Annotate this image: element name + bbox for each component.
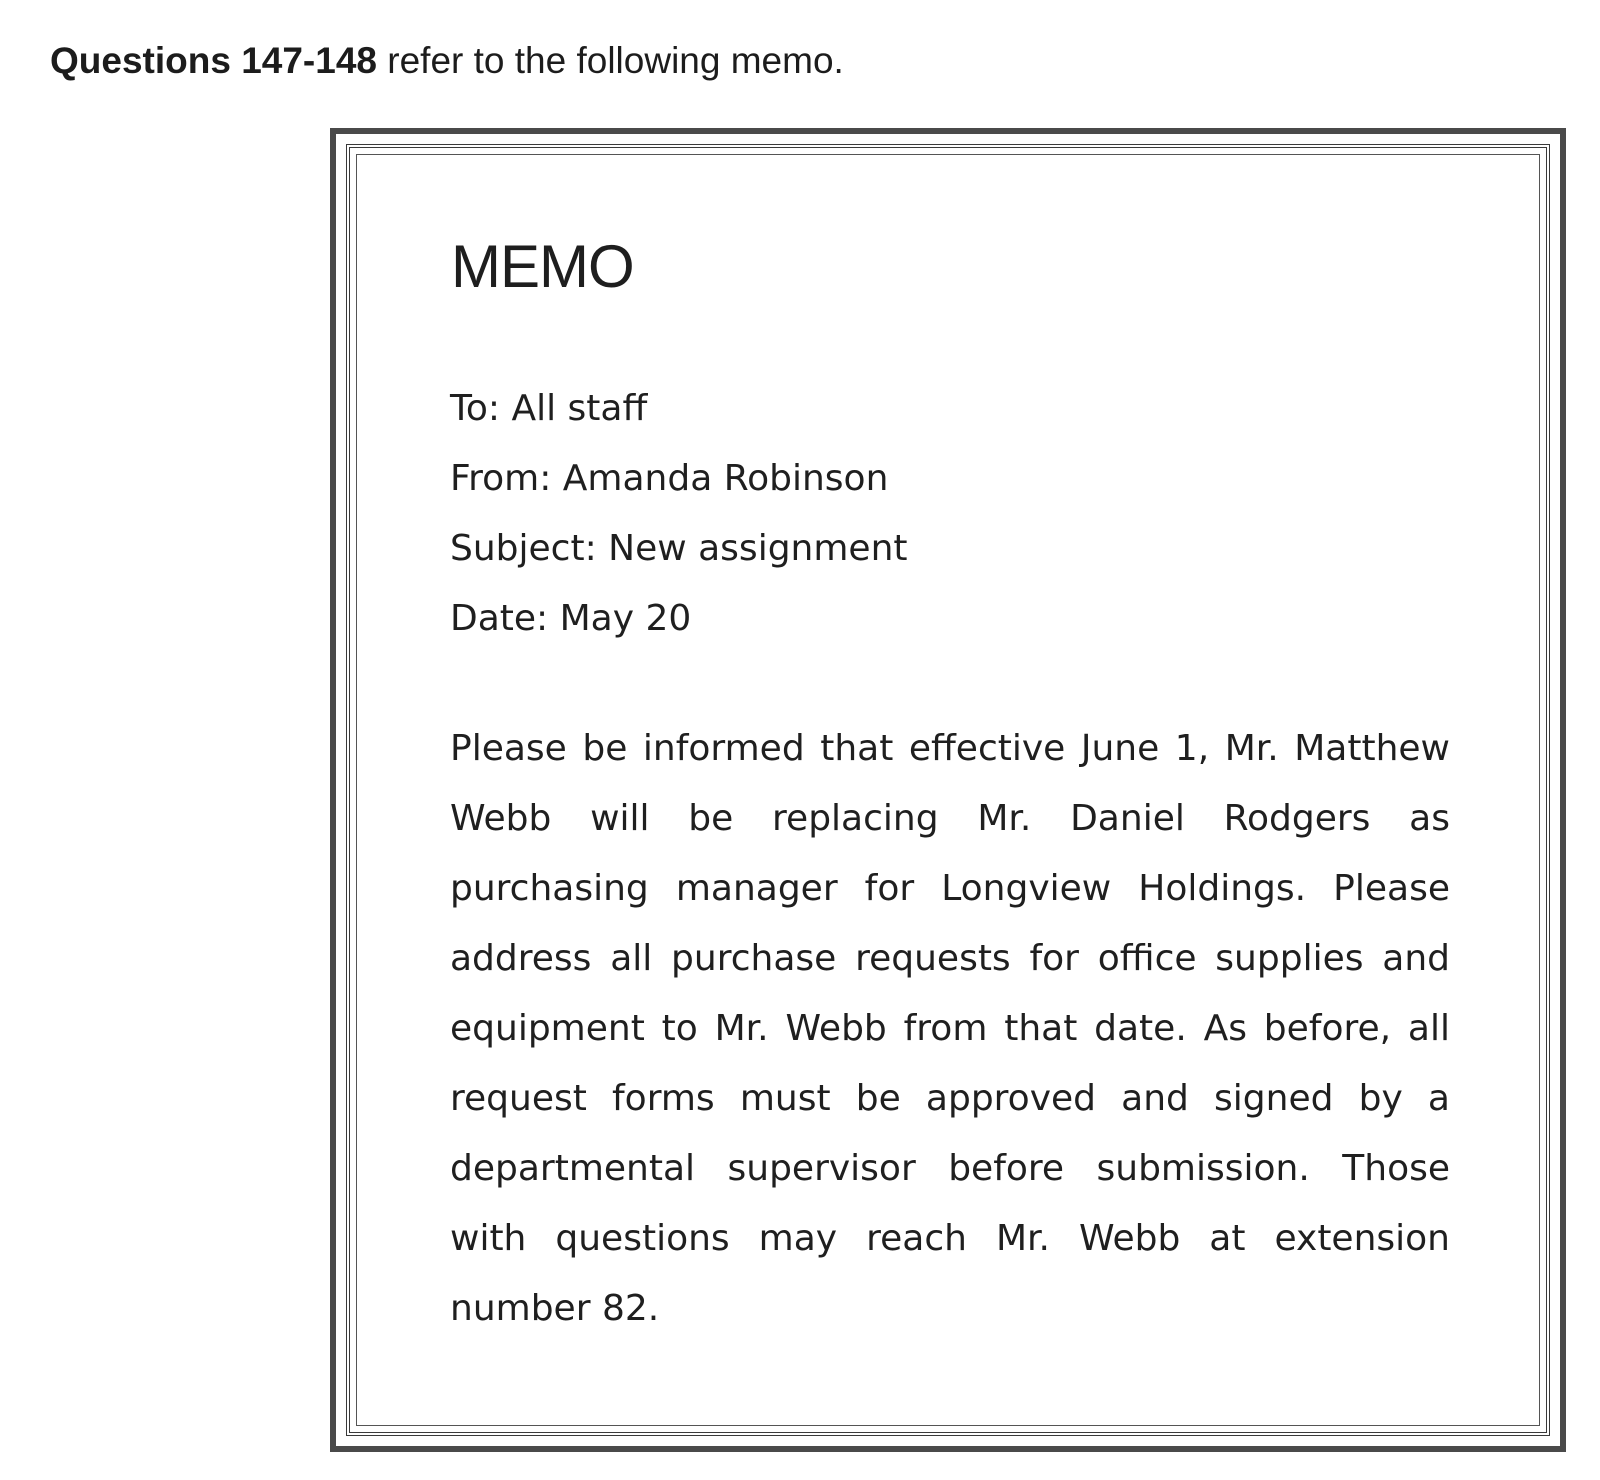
memo-title: MEMO	[451, 233, 634, 300]
memo-to-line: To: All staff	[450, 388, 648, 429]
memo-body-text: Please be informed that effective June 1, Mr. Matthew Webb will be replacing Mr. Daniel Rodgers as purchasing manager for Longview Holdings. Please address all purchase requests for office supplies and equipment to Mr. Webb from that date. As before, all request forms must be approved and signed by a departmental supervisor before submission. Those with questions may reach Mr. Webb at extension number 82.	[450, 728, 1450, 1329]
memo-box	[330, 128, 1566, 1452]
intro-text: refer to the following memo.	[376, 40, 844, 81]
memo-subject-line: Subject: New assignment	[450, 528, 908, 569]
memo-headers	[450, 374, 908, 654]
question-intro	[50, 38, 844, 84]
memo-from-line: From: Amanda Robinson	[450, 458, 889, 499]
questions-label: Questions 147-148	[50, 40, 377, 81]
memo-date-line: Date: May 20	[450, 598, 692, 639]
